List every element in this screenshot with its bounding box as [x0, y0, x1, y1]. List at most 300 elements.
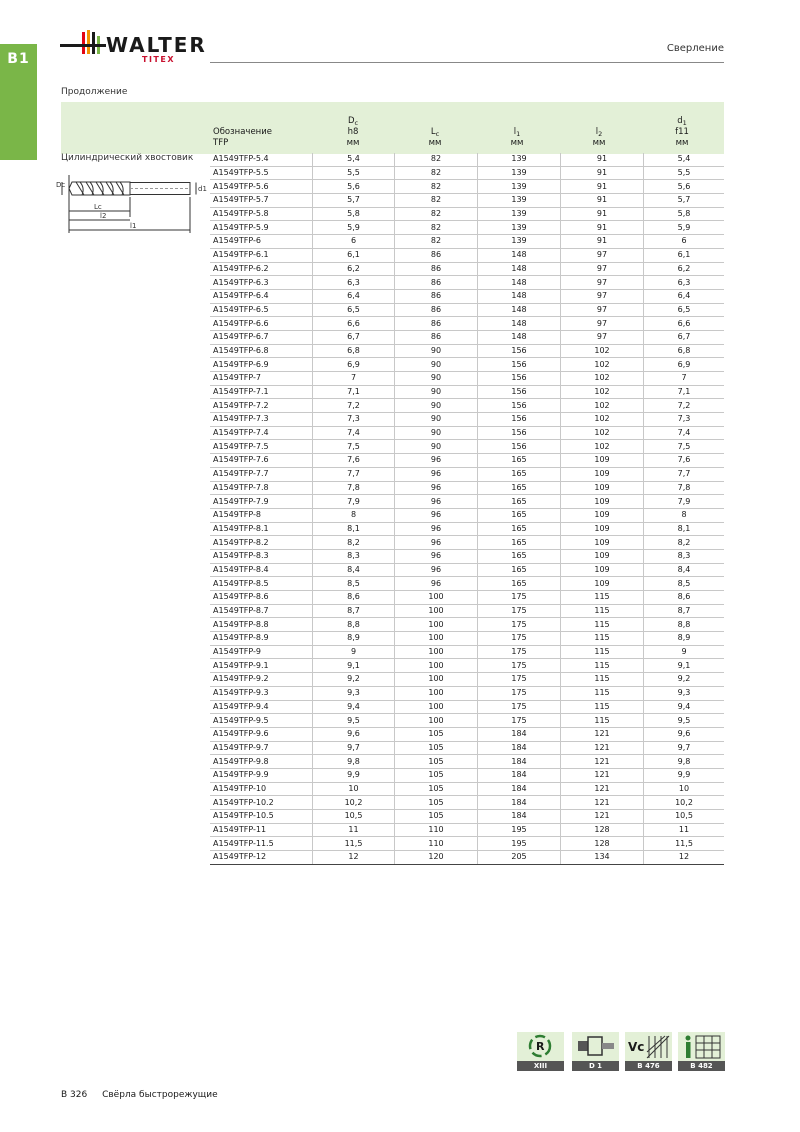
lc-cell: 96 — [395, 454, 478, 468]
designation-cell: A1549TFP-5.5 — [210, 166, 313, 180]
d1-cell: 6,2 — [644, 262, 725, 276]
d1-cell: 10,2 — [644, 796, 725, 810]
dc-cell: 7,1 — [313, 385, 395, 399]
l2-cell: 128 — [561, 837, 644, 851]
l1-cell: 139 — [478, 235, 561, 249]
lc-cell: 82 — [395, 180, 478, 194]
table-row — [210, 563, 724, 577]
l2-cell: 128 — [561, 823, 644, 837]
logo-subtext: TITEX — [142, 55, 176, 64]
l1-cell: 175 — [478, 659, 561, 673]
l1-cell: 139 — [478, 180, 561, 194]
designation-cell: A1549TFP-6.7 — [210, 330, 313, 344]
designation-cell: A1549TFP-5.4 — [210, 153, 313, 166]
lc-cell: 90 — [395, 358, 478, 372]
designation-cell: A1549TFP-8.7 — [210, 604, 313, 618]
table-row — [210, 851, 724, 865]
designation-cell: A1549TFP-9.6 — [210, 727, 313, 741]
dc-cell: 8,4 — [313, 563, 395, 577]
l2-cell: 102 — [561, 358, 644, 372]
lc-cell: 90 — [395, 372, 478, 386]
dc-cell: 5,6 — [313, 180, 395, 194]
lc-cell: 100 — [395, 686, 478, 700]
designation-cell: A1549TFP-9.7 — [210, 741, 313, 755]
l2-cell: 109 — [561, 536, 644, 550]
l2-cell: 97 — [561, 317, 644, 331]
d1-cell: 9,4 — [644, 700, 725, 714]
table-row — [210, 248, 724, 262]
shank-label: Цилиндрический хвостовик — [61, 153, 194, 163]
designation-cell: A1549TFP-10 — [210, 782, 313, 796]
designation-cell: A1549TFP-7.2 — [210, 399, 313, 413]
l1-cell: 139 — [478, 194, 561, 208]
l1-cell: 165 — [478, 481, 561, 495]
designation-cell: A1549TFP-8.6 — [210, 591, 313, 605]
table-row — [210, 577, 724, 591]
designation-cell: A1549TFP-7.5 — [210, 440, 313, 454]
lc-cell: 96 — [395, 577, 478, 591]
d1-cell: 9,2 — [644, 673, 725, 687]
table-row — [210, 289, 724, 303]
l1-cell: 195 — [478, 823, 561, 837]
dc-cell: 7,6 — [313, 454, 395, 468]
icon-label-info: B 482 — [678, 1061, 725, 1071]
product-table — [210, 153, 724, 865]
designation-cell: A1549TFP-8.9 — [210, 632, 313, 646]
designation-cell: A1549TFP-7.4 — [210, 426, 313, 440]
table-row — [210, 536, 724, 550]
designation-cell: A1549TFP-9.5 — [210, 714, 313, 728]
table-row — [210, 604, 724, 618]
lc-cell: 96 — [395, 481, 478, 495]
svg-text:R: R — [536, 1040, 545, 1053]
dc-cell: 6,9 — [313, 358, 395, 372]
l1-cell: 184 — [478, 741, 561, 755]
lc-cell: 105 — [395, 755, 478, 769]
designation-cell: A1549TFP-9 — [210, 645, 313, 659]
designation-cell: A1549TFP-7.3 — [210, 413, 313, 427]
d1-cell: 5,6 — [644, 180, 725, 194]
l2-cell: 115 — [561, 686, 644, 700]
lc-cell: 105 — [395, 796, 478, 810]
l1-cell: 156 — [478, 358, 561, 372]
l1-cell: 165 — [478, 522, 561, 536]
designation-cell: A1549TFP-8.5 — [210, 577, 313, 591]
l2-cell: 102 — [561, 413, 644, 427]
d1-cell: 6,1 — [644, 248, 725, 262]
dc-cell: 9,7 — [313, 741, 395, 755]
d1-cell: 11,5 — [644, 837, 725, 851]
l2-cell: 115 — [561, 618, 644, 632]
lc-cell: 86 — [395, 317, 478, 331]
dc-cell: 5,8 — [313, 207, 395, 221]
l2-cell: 91 — [561, 235, 644, 249]
l1-cell: 175 — [478, 618, 561, 632]
designation-cell: A1549TFP-5.8 — [210, 207, 313, 221]
table-row — [210, 686, 724, 700]
l1-cell: 139 — [478, 166, 561, 180]
l2-cell: 109 — [561, 577, 644, 591]
d1-cell: 6,4 — [644, 289, 725, 303]
d1-cell: 7,2 — [644, 399, 725, 413]
grinding-icon — [517, 1032, 564, 1061]
d1-cell: 5,8 — [644, 207, 725, 221]
d1-cell: 8,2 — [644, 536, 725, 550]
l2-cell: 102 — [561, 440, 644, 454]
l2-cell: 109 — [561, 467, 644, 481]
dc-cell: 7,7 — [313, 467, 395, 481]
dc-cell: 8 — [313, 508, 395, 522]
table-row — [210, 673, 724, 687]
table-row — [210, 194, 724, 208]
l2-cell: 115 — [561, 604, 644, 618]
l1-cell: 165 — [478, 536, 561, 550]
dc-cell: 9,3 — [313, 686, 395, 700]
designation-cell: A1549TFP-7.9 — [210, 495, 313, 509]
designation-cell: A1549TFP-6.8 — [210, 344, 313, 358]
l1-cell: 165 — [478, 467, 561, 481]
designation-cell: A1549TFP-5.6 — [210, 180, 313, 194]
dc-cell: 12 — [313, 851, 395, 865]
l1-cell: 148 — [478, 276, 561, 290]
table-row — [210, 276, 724, 290]
l1-cell: 148 — [478, 248, 561, 262]
designation-cell: A1549TFP-6.3 — [210, 276, 313, 290]
l2-cell: 109 — [561, 522, 644, 536]
d1-cell: 6,6 — [644, 317, 725, 331]
dc-cell: 7,8 — [313, 481, 395, 495]
l2-cell: 121 — [561, 796, 644, 810]
l1-cell: 139 — [478, 153, 561, 166]
continuation-label: Продолжение — [61, 87, 128, 97]
table-row — [210, 508, 724, 522]
table-row — [210, 344, 724, 358]
lc-cell: 105 — [395, 768, 478, 782]
dc-cell: 10,5 — [313, 810, 395, 824]
l2-cell: 102 — [561, 385, 644, 399]
d1-cell: 5,4 — [644, 153, 725, 166]
dc-cell: 9 — [313, 645, 395, 659]
l2-cell: 97 — [561, 289, 644, 303]
table-row — [210, 372, 724, 386]
dc-cell: 6,7 — [313, 330, 395, 344]
icon-box-chuck[interactable] — [572, 1032, 619, 1071]
dc-cell: 7,2 — [313, 399, 395, 413]
l2-cell: 115 — [561, 714, 644, 728]
l2-cell: 91 — [561, 194, 644, 208]
l1-cell: 148 — [478, 330, 561, 344]
designation-cell: A1549TFP-9.4 — [210, 700, 313, 714]
l1-cell: 175 — [478, 604, 561, 618]
info-icon — [678, 1032, 725, 1061]
designation-cell: A1549TFP-6.6 — [210, 317, 313, 331]
l2-cell: 115 — [561, 591, 644, 605]
dc-cell: 8,8 — [313, 618, 395, 632]
lc-cell: 105 — [395, 782, 478, 796]
designation-cell: A1549TFP-8.1 — [210, 522, 313, 536]
dc-cell: 11,5 — [313, 837, 395, 851]
logo-mark-icon — [60, 28, 106, 70]
designation-cell: A1549TFP-9.9 — [210, 768, 313, 782]
table-row — [210, 440, 724, 454]
lc-cell: 105 — [395, 810, 478, 824]
l1-cell: 165 — [478, 508, 561, 522]
d1-cell: 8,1 — [644, 522, 725, 536]
d1-cell: 9,3 — [644, 686, 725, 700]
lc-cell: 110 — [395, 823, 478, 837]
l2-cell: 91 — [561, 207, 644, 221]
diagram-dc-label: Dc — [56, 181, 66, 189]
dc-cell: 10 — [313, 782, 395, 796]
table-row — [210, 645, 724, 659]
lc-cell: 96 — [395, 549, 478, 563]
header-lc: $L_c$ мм — [428, 127, 442, 148]
l1-cell: 156 — [478, 344, 561, 358]
dc-cell: 9,8 — [313, 755, 395, 769]
lc-cell: 100 — [395, 604, 478, 618]
table-row — [210, 303, 724, 317]
lc-cell: 100 — [395, 645, 478, 659]
table-row — [210, 399, 724, 413]
designation-cell: A1549TFP-7.7 — [210, 467, 313, 481]
product-table-body — [210, 153, 724, 864]
l1-cell: 165 — [478, 577, 561, 591]
dc-cell: 6,5 — [313, 303, 395, 317]
table-row — [210, 495, 724, 509]
section-title: Сверление — [666, 43, 724, 54]
l1-cell: 184 — [478, 755, 561, 769]
d1-cell: 6,5 — [644, 303, 725, 317]
dc-cell: 8,2 — [313, 536, 395, 550]
l2-cell: 97 — [561, 330, 644, 344]
designation-cell: A1549TFP-10.2 — [210, 796, 313, 810]
lc-cell: 100 — [395, 714, 478, 728]
dc-cell: 7,5 — [313, 440, 395, 454]
designation-cell: A1549TFP-6.5 — [210, 303, 313, 317]
l2-cell: 97 — [561, 248, 644, 262]
d1-cell: 8,6 — [644, 591, 725, 605]
designation-cell: A1549TFP-6.1 — [210, 248, 313, 262]
d1-cell: 6 — [644, 235, 725, 249]
l1-cell: 165 — [478, 563, 561, 577]
d1-cell: 12 — [644, 851, 725, 865]
d1-cell: 5,9 — [644, 221, 725, 235]
dc-cell: 8,6 — [313, 591, 395, 605]
diagram-l1-label: l1 — [130, 222, 137, 230]
l1-cell: 156 — [478, 385, 561, 399]
lc-cell: 90 — [395, 344, 478, 358]
table-row — [210, 467, 724, 481]
lc-cell: 100 — [395, 618, 478, 632]
icon-box-info[interactable] — [678, 1032, 725, 1071]
header-dc: $D_c$ h8 мм — [346, 116, 360, 148]
d1-cell: 8,4 — [644, 563, 725, 577]
d1-cell: 10,5 — [644, 810, 725, 824]
l2-cell: 91 — [561, 221, 644, 235]
d1-cell: 8 — [644, 508, 725, 522]
table-row — [210, 659, 724, 673]
l1-cell: 148 — [478, 317, 561, 331]
lc-cell: 82 — [395, 166, 478, 180]
designation-cell: A1549TFP-6.4 — [210, 289, 313, 303]
l1-cell: 139 — [478, 221, 561, 235]
table-row — [210, 454, 724, 468]
l2-cell: 109 — [561, 481, 644, 495]
designation-cell: A1549TFP-6.9 — [210, 358, 313, 372]
table-row — [210, 426, 724, 440]
dc-cell: 9,6 — [313, 727, 395, 741]
diagram-d1-label: d1 — [198, 185, 207, 193]
l2-cell: 115 — [561, 700, 644, 714]
l1-cell: 156 — [478, 413, 561, 427]
dc-cell: 8,9 — [313, 632, 395, 646]
lc-cell: 100 — [395, 673, 478, 687]
d1-cell: 8,5 — [644, 577, 725, 591]
icon-box-grinding[interactable] — [517, 1032, 564, 1071]
l2-cell: 109 — [561, 563, 644, 577]
dc-cell: 10,2 — [313, 796, 395, 810]
dc-cell: 9,1 — [313, 659, 395, 673]
d1-cell: 6,3 — [644, 276, 725, 290]
l1-cell: 156 — [478, 399, 561, 413]
l2-cell: 102 — [561, 344, 644, 358]
l2-cell: 115 — [561, 659, 644, 673]
designation-cell: A1549TFP-12 — [210, 851, 313, 865]
lc-cell: 82 — [395, 221, 478, 235]
table-row — [210, 358, 724, 372]
lc-cell: 96 — [395, 536, 478, 550]
d1-cell: 5,5 — [644, 166, 725, 180]
lc-cell: 82 — [395, 153, 478, 166]
designation-cell: A1549TFP-11 — [210, 823, 313, 837]
l1-cell: 184 — [478, 782, 561, 796]
l1-cell: 156 — [478, 372, 561, 386]
dc-cell: 6,2 — [313, 262, 395, 276]
l2-cell: 109 — [561, 549, 644, 563]
l2-cell: 97 — [561, 276, 644, 290]
dc-cell: 6,6 — [313, 317, 395, 331]
dc-cell: 8,5 — [313, 577, 395, 591]
lc-cell: 90 — [395, 440, 478, 454]
l2-cell: 91 — [561, 166, 644, 180]
d1-cell: 7,1 — [644, 385, 725, 399]
designation-cell: A1549TFP-6.2 — [210, 262, 313, 276]
l1-cell: 165 — [478, 495, 561, 509]
cutting-data-icon — [625, 1032, 672, 1061]
dc-cell: 11 — [313, 823, 395, 837]
dc-cell: 6,3 — [313, 276, 395, 290]
l1-cell: 195 — [478, 837, 561, 851]
l2-cell: 97 — [561, 262, 644, 276]
designation-cell: A1549TFP-7.8 — [210, 481, 313, 495]
l1-cell: 175 — [478, 673, 561, 687]
l1-cell: 139 — [478, 207, 561, 221]
lc-cell: 120 — [395, 851, 478, 865]
table-row — [210, 549, 724, 563]
l1-cell: 175 — [478, 714, 561, 728]
footer-title: Свёрла быстрорежущие — [102, 1090, 218, 1100]
lc-cell: 100 — [395, 591, 478, 605]
d1-cell: 7,4 — [644, 426, 725, 440]
d1-cell: 11 — [644, 823, 725, 837]
designation-cell: A1549TFP-7 — [210, 372, 313, 386]
lc-cell: 86 — [395, 303, 478, 317]
d1-cell: 8,9 — [644, 632, 725, 646]
table-row — [210, 796, 724, 810]
l2-cell: 102 — [561, 372, 644, 386]
designation-cell: A1549TFP-9.8 — [210, 755, 313, 769]
lc-cell: 96 — [395, 508, 478, 522]
dc-cell: 6 — [313, 235, 395, 249]
d1-cell: 7,8 — [644, 481, 725, 495]
lc-cell: 96 — [395, 522, 478, 536]
designation-cell: A1549TFP-9.2 — [210, 673, 313, 687]
dc-cell: 5,4 — [313, 153, 395, 166]
header-l2: $l_2$ мм — [592, 127, 606, 148]
lc-cell: 86 — [395, 262, 478, 276]
icon-box-cutting-data[interactable] — [625, 1032, 672, 1071]
designation-cell: A1549TFP-8.3 — [210, 549, 313, 563]
dc-cell: 7,3 — [313, 413, 395, 427]
dc-cell: 9,5 — [313, 714, 395, 728]
header-rule — [210, 62, 724, 63]
lc-cell: 82 — [395, 207, 478, 221]
l1-cell: 156 — [478, 440, 561, 454]
l1-cell: 175 — [478, 686, 561, 700]
l2-cell: 109 — [561, 508, 644, 522]
l2-cell: 91 — [561, 153, 644, 166]
l1-cell: 175 — [478, 591, 561, 605]
d1-cell: 10 — [644, 782, 725, 796]
dc-cell: 5,5 — [313, 166, 395, 180]
d1-cell: 9,1 — [644, 659, 725, 673]
l2-cell: 121 — [561, 768, 644, 782]
l1-cell: 184 — [478, 768, 561, 782]
lc-cell: 86 — [395, 330, 478, 344]
chuck-icon — [572, 1032, 619, 1061]
icon-label-chuck: D 1 — [572, 1061, 619, 1071]
page-number: B 326 — [61, 1090, 88, 1100]
table-row — [210, 741, 724, 755]
table-row — [210, 727, 724, 741]
designation-cell: A1549TFP-11.5 — [210, 837, 313, 851]
l2-cell: 121 — [561, 810, 644, 824]
d1-cell: 8,3 — [644, 549, 725, 563]
lc-cell: 90 — [395, 413, 478, 427]
l2-cell: 109 — [561, 495, 644, 509]
designation-cell: A1549TFP-8 — [210, 508, 313, 522]
drill-diagram — [58, 175, 210, 239]
l1-cell: 148 — [478, 289, 561, 303]
dc-cell: 5,7 — [313, 194, 395, 208]
lc-cell: 96 — [395, 495, 478, 509]
l1-cell: 205 — [478, 851, 561, 865]
dc-cell: 9,9 — [313, 768, 395, 782]
d1-cell: 8,7 — [644, 604, 725, 618]
l2-cell: 115 — [561, 673, 644, 687]
table-row — [210, 221, 724, 235]
l1-cell: 148 — [478, 303, 561, 317]
d1-cell: 7,7 — [644, 467, 725, 481]
dc-cell: 7,9 — [313, 495, 395, 509]
l2-cell: 109 — [561, 454, 644, 468]
dc-cell: 8,1 — [313, 522, 395, 536]
l1-cell: 175 — [478, 645, 561, 659]
lc-cell: 96 — [395, 563, 478, 577]
l2-cell: 91 — [561, 180, 644, 194]
d1-cell: 9,5 — [644, 714, 725, 728]
l1-cell: 165 — [478, 549, 561, 563]
